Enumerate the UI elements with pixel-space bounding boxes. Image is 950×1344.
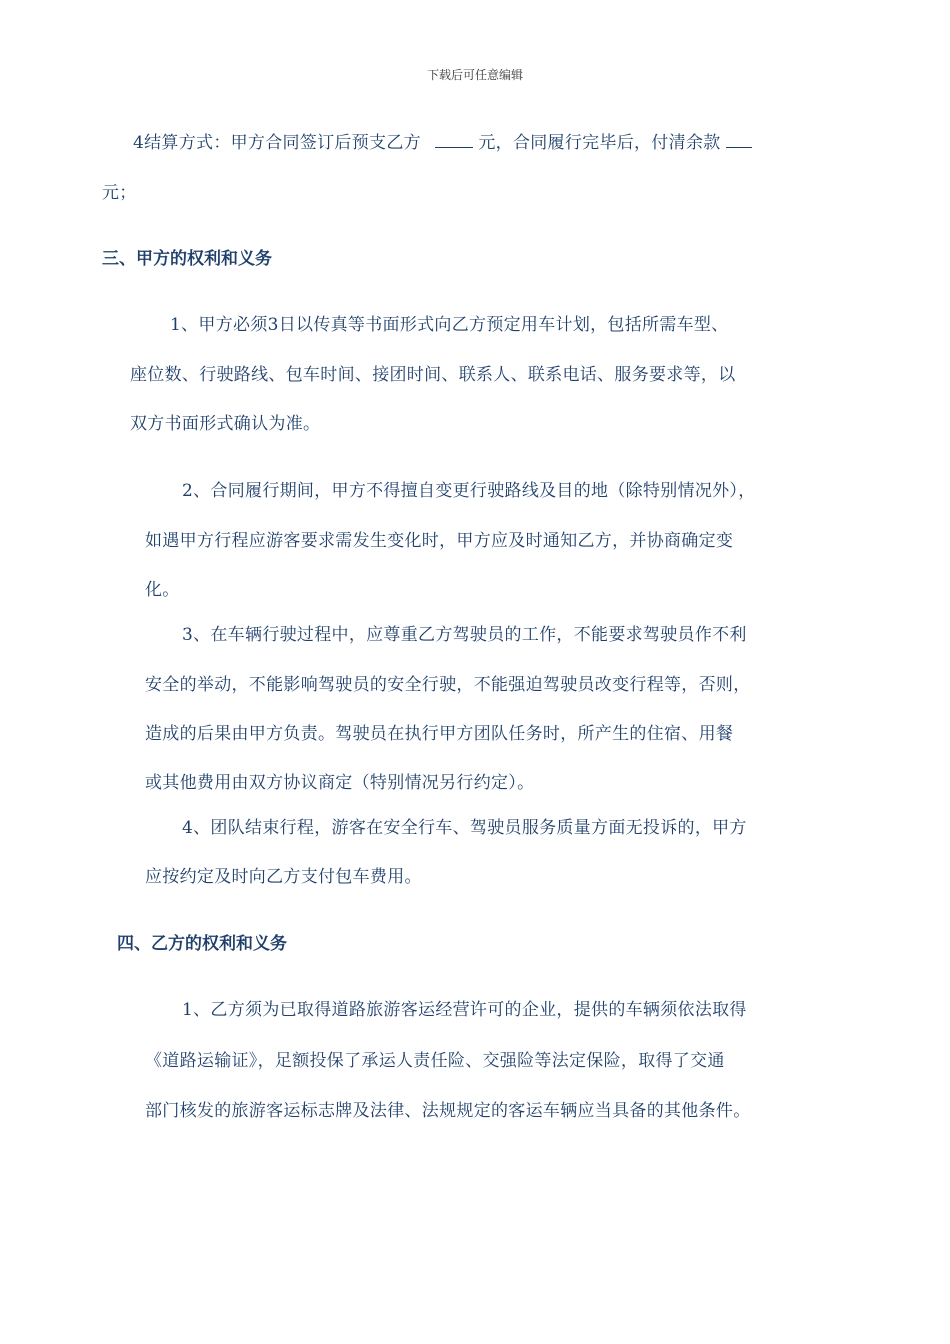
s4-item1-line2: 《道路运输证》，足额投保了承运人责任险、交强险等法定保险，取得了交通 bbox=[145, 1051, 725, 1071]
settlement-line-2: 元； bbox=[102, 183, 137, 203]
section-3-heading: 三、甲方的权利和义务 bbox=[102, 249, 272, 269]
s3-item3-line1: 3、在车辆行驶过程中，应尊重乙方驾驶员的工作，不能要求驾驶员作不利 bbox=[182, 625, 747, 645]
s3-item3-line4: 或其他费用由双方协议商定（特别情况另行约定）。 bbox=[145, 773, 535, 793]
s3-item2-line1: 2、合同履行期间，甲方不得擅自变更行驶路线及目的地（除特别情况外）， bbox=[182, 481, 756, 501]
s4-item1-line1: 1、乙方须为已取得道路旅游客运经营许可的企业，提供的车辆须依法取得 bbox=[182, 1000, 747, 1020]
s3-item1-line3: 双方书面形式确认为准。 bbox=[130, 414, 321, 434]
s4-item1-line3: 部门核发的旅游客运标志牌及法律、法规规定的客运车辆应当具备的其他条件。 bbox=[145, 1101, 751, 1121]
s3-item4-line2: 应按约定及时向乙方支付包车费用。 bbox=[145, 867, 422, 887]
balance-amount-blank bbox=[726, 133, 752, 148]
s3-item4-line1: 4、团队结束行程，游客在安全行车、驾驶员服务质量方面无投诉的，甲方 bbox=[182, 818, 747, 838]
page-header: 下载后可任意编辑 bbox=[426, 68, 523, 82]
s3-item2-line2: 如遇甲方行程应游客要求需发生变化时，甲方应及时通知乙方，并协商确定变 bbox=[145, 531, 734, 551]
settlement-text-1: 4结算方式：甲方合同签订后预支乙方 bbox=[133, 133, 421, 153]
settlement-text-2: 元，合同履行完毕后，付清余款 bbox=[478, 133, 721, 153]
s3-item3-line3: 造成的后果由甲方负责。驾驶员在执行甲方团队任务时，所产生的住宿、用餐 bbox=[145, 724, 734, 744]
s3-item1-line2: 座位数、行驶路线、包车时间、接团时间、联系人、联系电话、服务要求等，以 bbox=[130, 365, 736, 385]
s3-item2-line3: 化。 bbox=[145, 580, 180, 600]
settlement-line bbox=[133, 128, 752, 153]
s3-item3-line2: 安全的举动，不能影响驾驶员的安全行驶，不能强迫驾驶员改变行程等，否则， bbox=[145, 675, 751, 695]
section-4-heading: 四、乙方的权利和义务 bbox=[117, 934, 287, 954]
advance-amount-blank bbox=[435, 133, 473, 148]
s3-item1-line1: 1、甲方必须3日以传真等书面形式向乙方预定用车计划，包括所需车型、 bbox=[170, 315, 729, 335]
